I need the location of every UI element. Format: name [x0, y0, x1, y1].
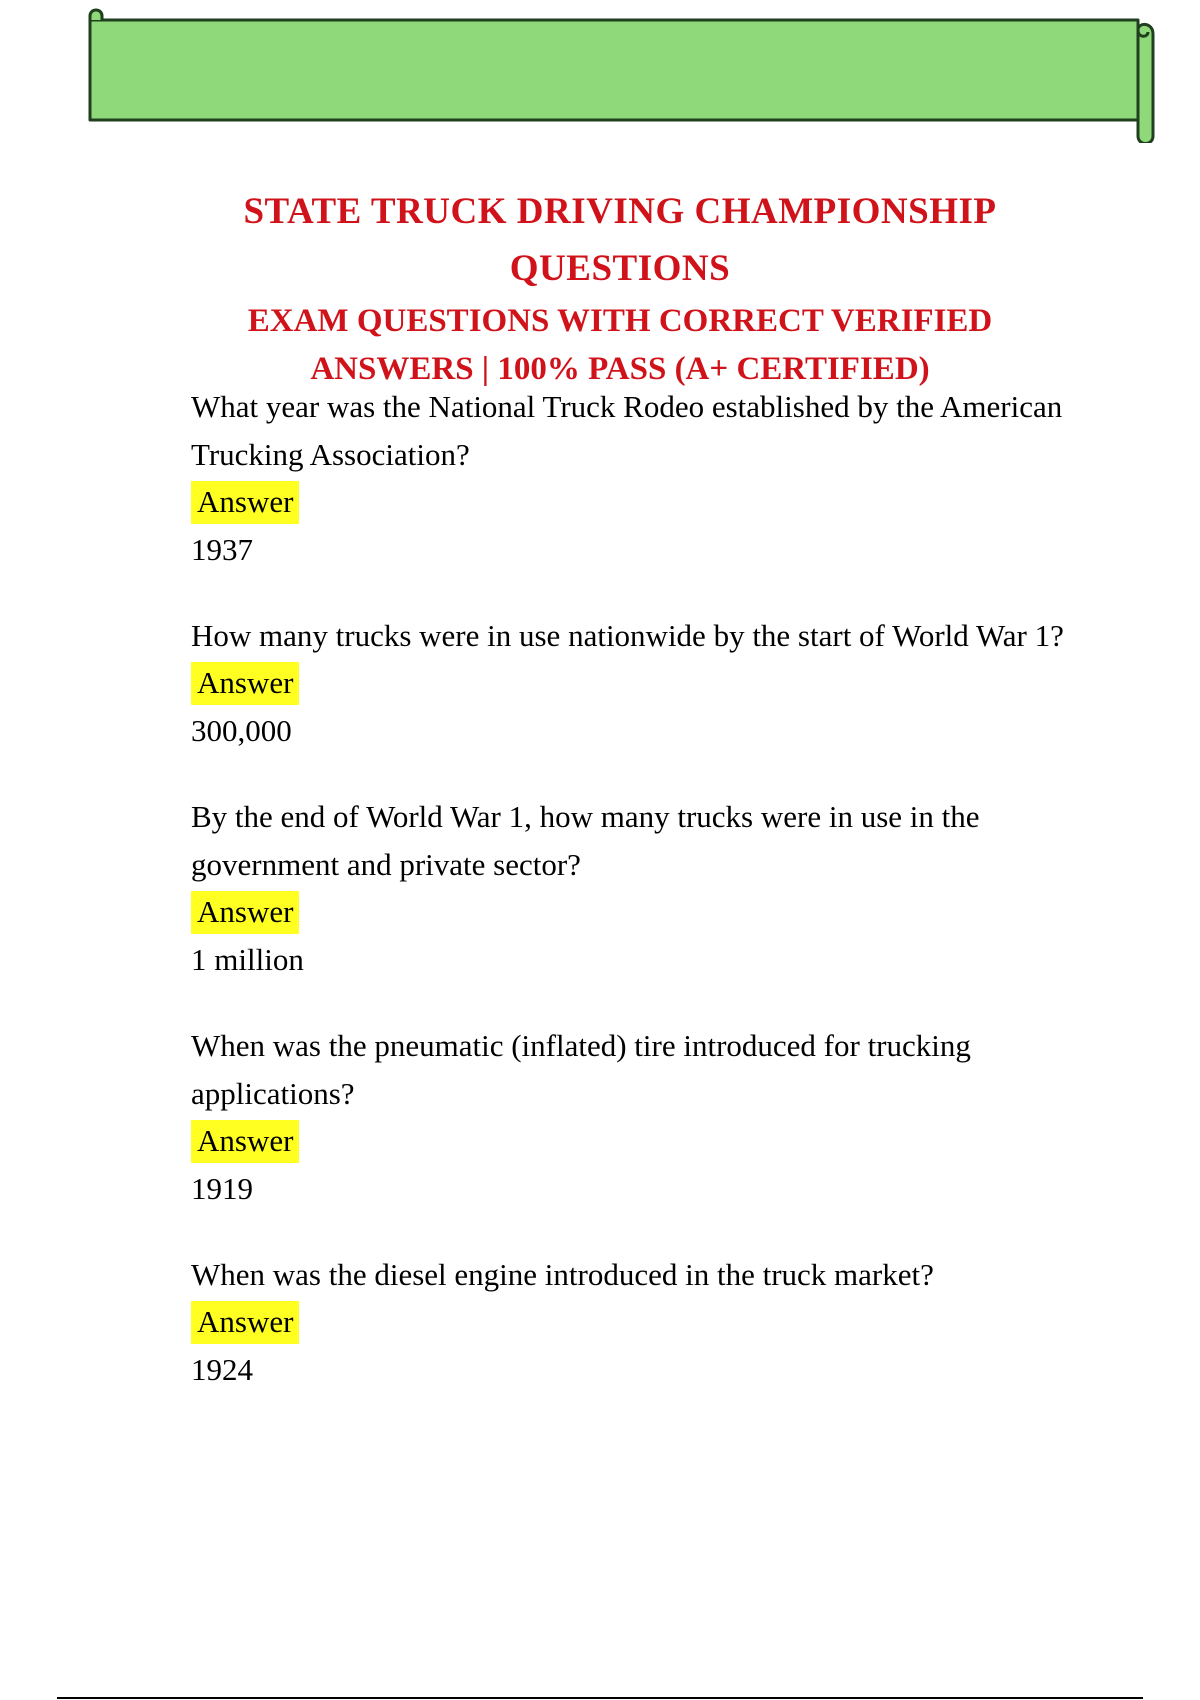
answer-label-highlight: Answer	[191, 1120, 299, 1163]
answer-label-highlight: Answer	[191, 1301, 299, 1344]
answer-label-highlight: Answer	[191, 662, 299, 705]
qa-item	[191, 793, 1071, 982]
document-title	[170, 183, 1070, 393]
answer-label-highlight: Answer	[191, 481, 299, 524]
question-text: What year was the National Truck Rodeo established by the American Trucking Association?	[191, 389, 1063, 472]
subtitle-line-2: ANSWERS | 100% PASS (A+ CERTIFIED)	[310, 351, 930, 387]
question-text: How many trucks were in use nationwide by the start of World War 1?	[191, 618, 1064, 653]
question-text: By the end of World War 1, how many trucks were in use in the government and private sector?	[191, 799, 980, 882]
scroll-banner-right-roll	[1138, 24, 1153, 143]
title-line-1: STATE TRUCK DRIVING CHAMPIONSHIP	[243, 191, 997, 232]
answer-text: 1937	[191, 532, 253, 567]
answer-label-highlight: Answer	[191, 891, 299, 934]
answer-text: 1924	[191, 1352, 253, 1387]
answer-text: 300,000	[191, 713, 292, 748]
qa-item	[191, 1251, 1071, 1392]
header-scroll-banner	[80, 8, 1155, 143]
qa-item	[191, 612, 1071, 753]
answer-text: 1 million	[191, 942, 304, 977]
scroll-banner-body	[90, 20, 1138, 120]
question-text: When was the diesel engine introduced in the truck market?	[191, 1257, 934, 1292]
qa-item	[191, 1022, 1071, 1211]
footer-divider	[57, 1697, 1143, 1699]
question-answer-list	[191, 383, 1071, 1432]
question-text: When was the pneumatic (inflated) tire introduced for trucking applications?	[191, 1028, 971, 1111]
qa-item	[191, 383, 1071, 572]
title-line-2: QUESTIONS	[509, 248, 731, 289]
scroll-banner-left-curl	[90, 10, 102, 20]
answer-text: 1919	[191, 1171, 253, 1206]
scroll-banner-graphic	[80, 8, 1155, 143]
subtitle-line-1: EXAM QUESTIONS WITH CORRECT VERIFIED	[247, 303, 993, 339]
